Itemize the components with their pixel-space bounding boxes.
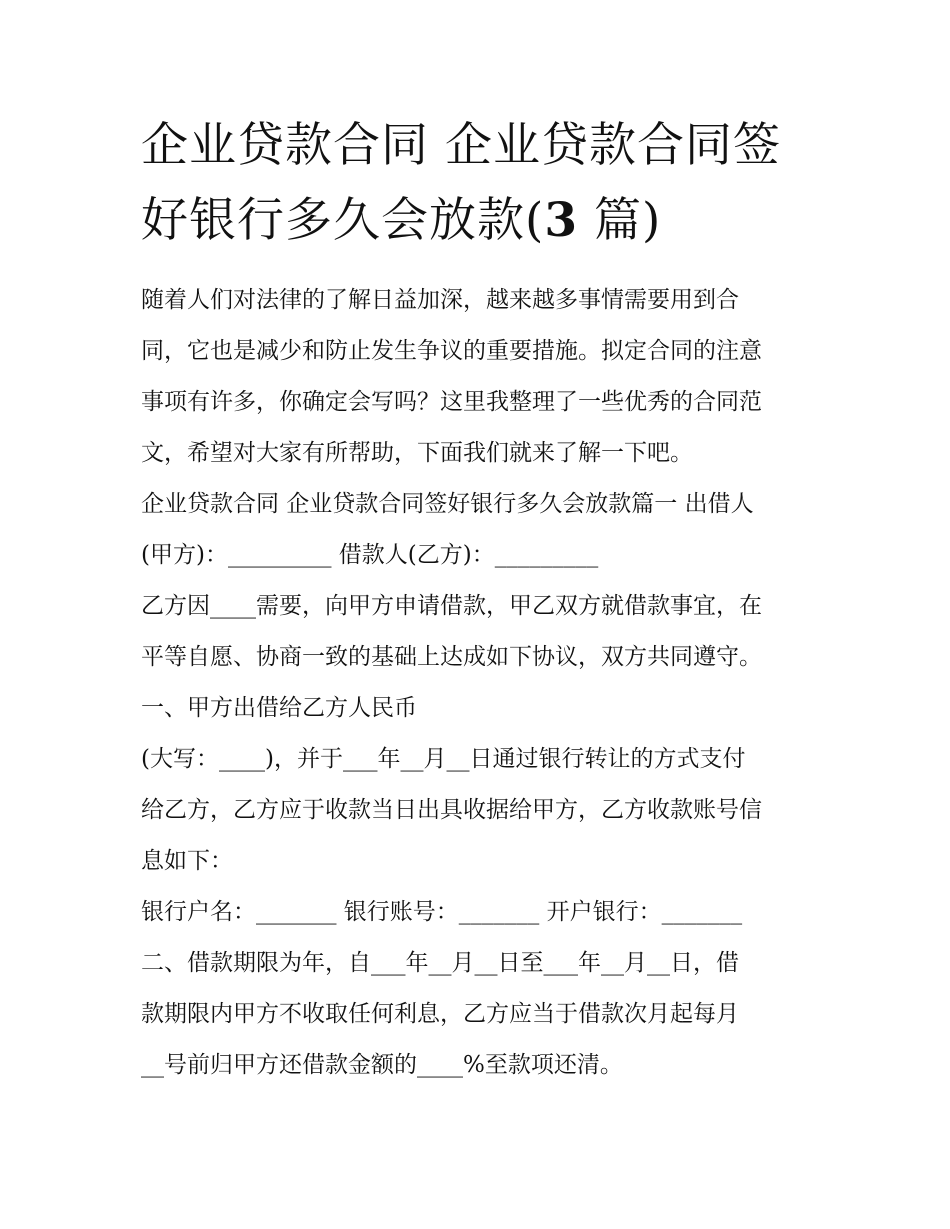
title-line-2-pre: 好银行多久会放款( <box>141 193 545 248</box>
purpose-paragraph <box>141 581 821 683</box>
bank-info-line: 银行户名：_______ 银行账号：_______ 开户银行：_______ <box>141 899 743 925</box>
bank-info <box>141 887 821 938</box>
clause-2-line: __号前归甲方还借款金额的____%至款项还清。 <box>141 1052 623 1078</box>
clause-1-line: 给乙方，乙方应于收款当日出具收据给甲方，乙方收款账号信 <box>141 797 762 823</box>
intro-line: 事项有许多，你确定会写吗？这里我整理了一些优秀的合同范 <box>141 389 762 415</box>
title-line-2-post: 篇) <box>578 193 662 248</box>
parties-line: (甲方)：_________ 借款人(乙方)：_________ <box>141 542 599 568</box>
section-1-heading <box>141 479 821 581</box>
clause-2-line: 款期限内甲方不收取任何利息，乙方应当于借款次月起每月 <box>141 1001 739 1027</box>
document-title <box>141 108 821 258</box>
clause-2-line: 二、借款期限为年，自___年__月__日至___年__月__日，借 <box>141 950 739 976</box>
clause-1-line: 息如下： <box>141 848 233 874</box>
section-1-line: 企业贷款合同 企业贷款合同签好银行多久会放款篇一 出借人 <box>141 491 754 517</box>
clause-1 <box>141 683 821 887</box>
intro-line: 文，希望对大家有所帮助，下面我们就来了解一下吧。 <box>141 440 693 466</box>
clause-1-line: 一、甲方出借给乙方人民币 <box>141 695 417 721</box>
title-line-1: 企业贷款合同 企业贷款合同签 <box>141 118 781 173</box>
intro-line: 随着人们对法律的了解日益加深，越来越多事情需要用到合 <box>141 287 739 313</box>
clause-2 <box>141 938 821 1091</box>
purpose-line: 平等自愿、协商一致的基础上达成如下协议，双方共同遵守。 <box>141 644 762 670</box>
clause-1-line: (大写：____)，并于___年__月__日通过银行转让的方式支付 <box>141 746 746 772</box>
document-body <box>141 275 821 1091</box>
title-line-2 <box>141 183 821 258</box>
intro-paragraph <box>141 275 821 479</box>
purpose-line: 乙方因____需要，向甲方申请借款，甲乙双方就借款事宜，在 <box>141 593 762 619</box>
title-line-2-number: 3 <box>544 193 579 248</box>
intro-line: 同，它也是减少和防止发生争议的重要措施。拟定合同的注意 <box>141 338 762 364</box>
